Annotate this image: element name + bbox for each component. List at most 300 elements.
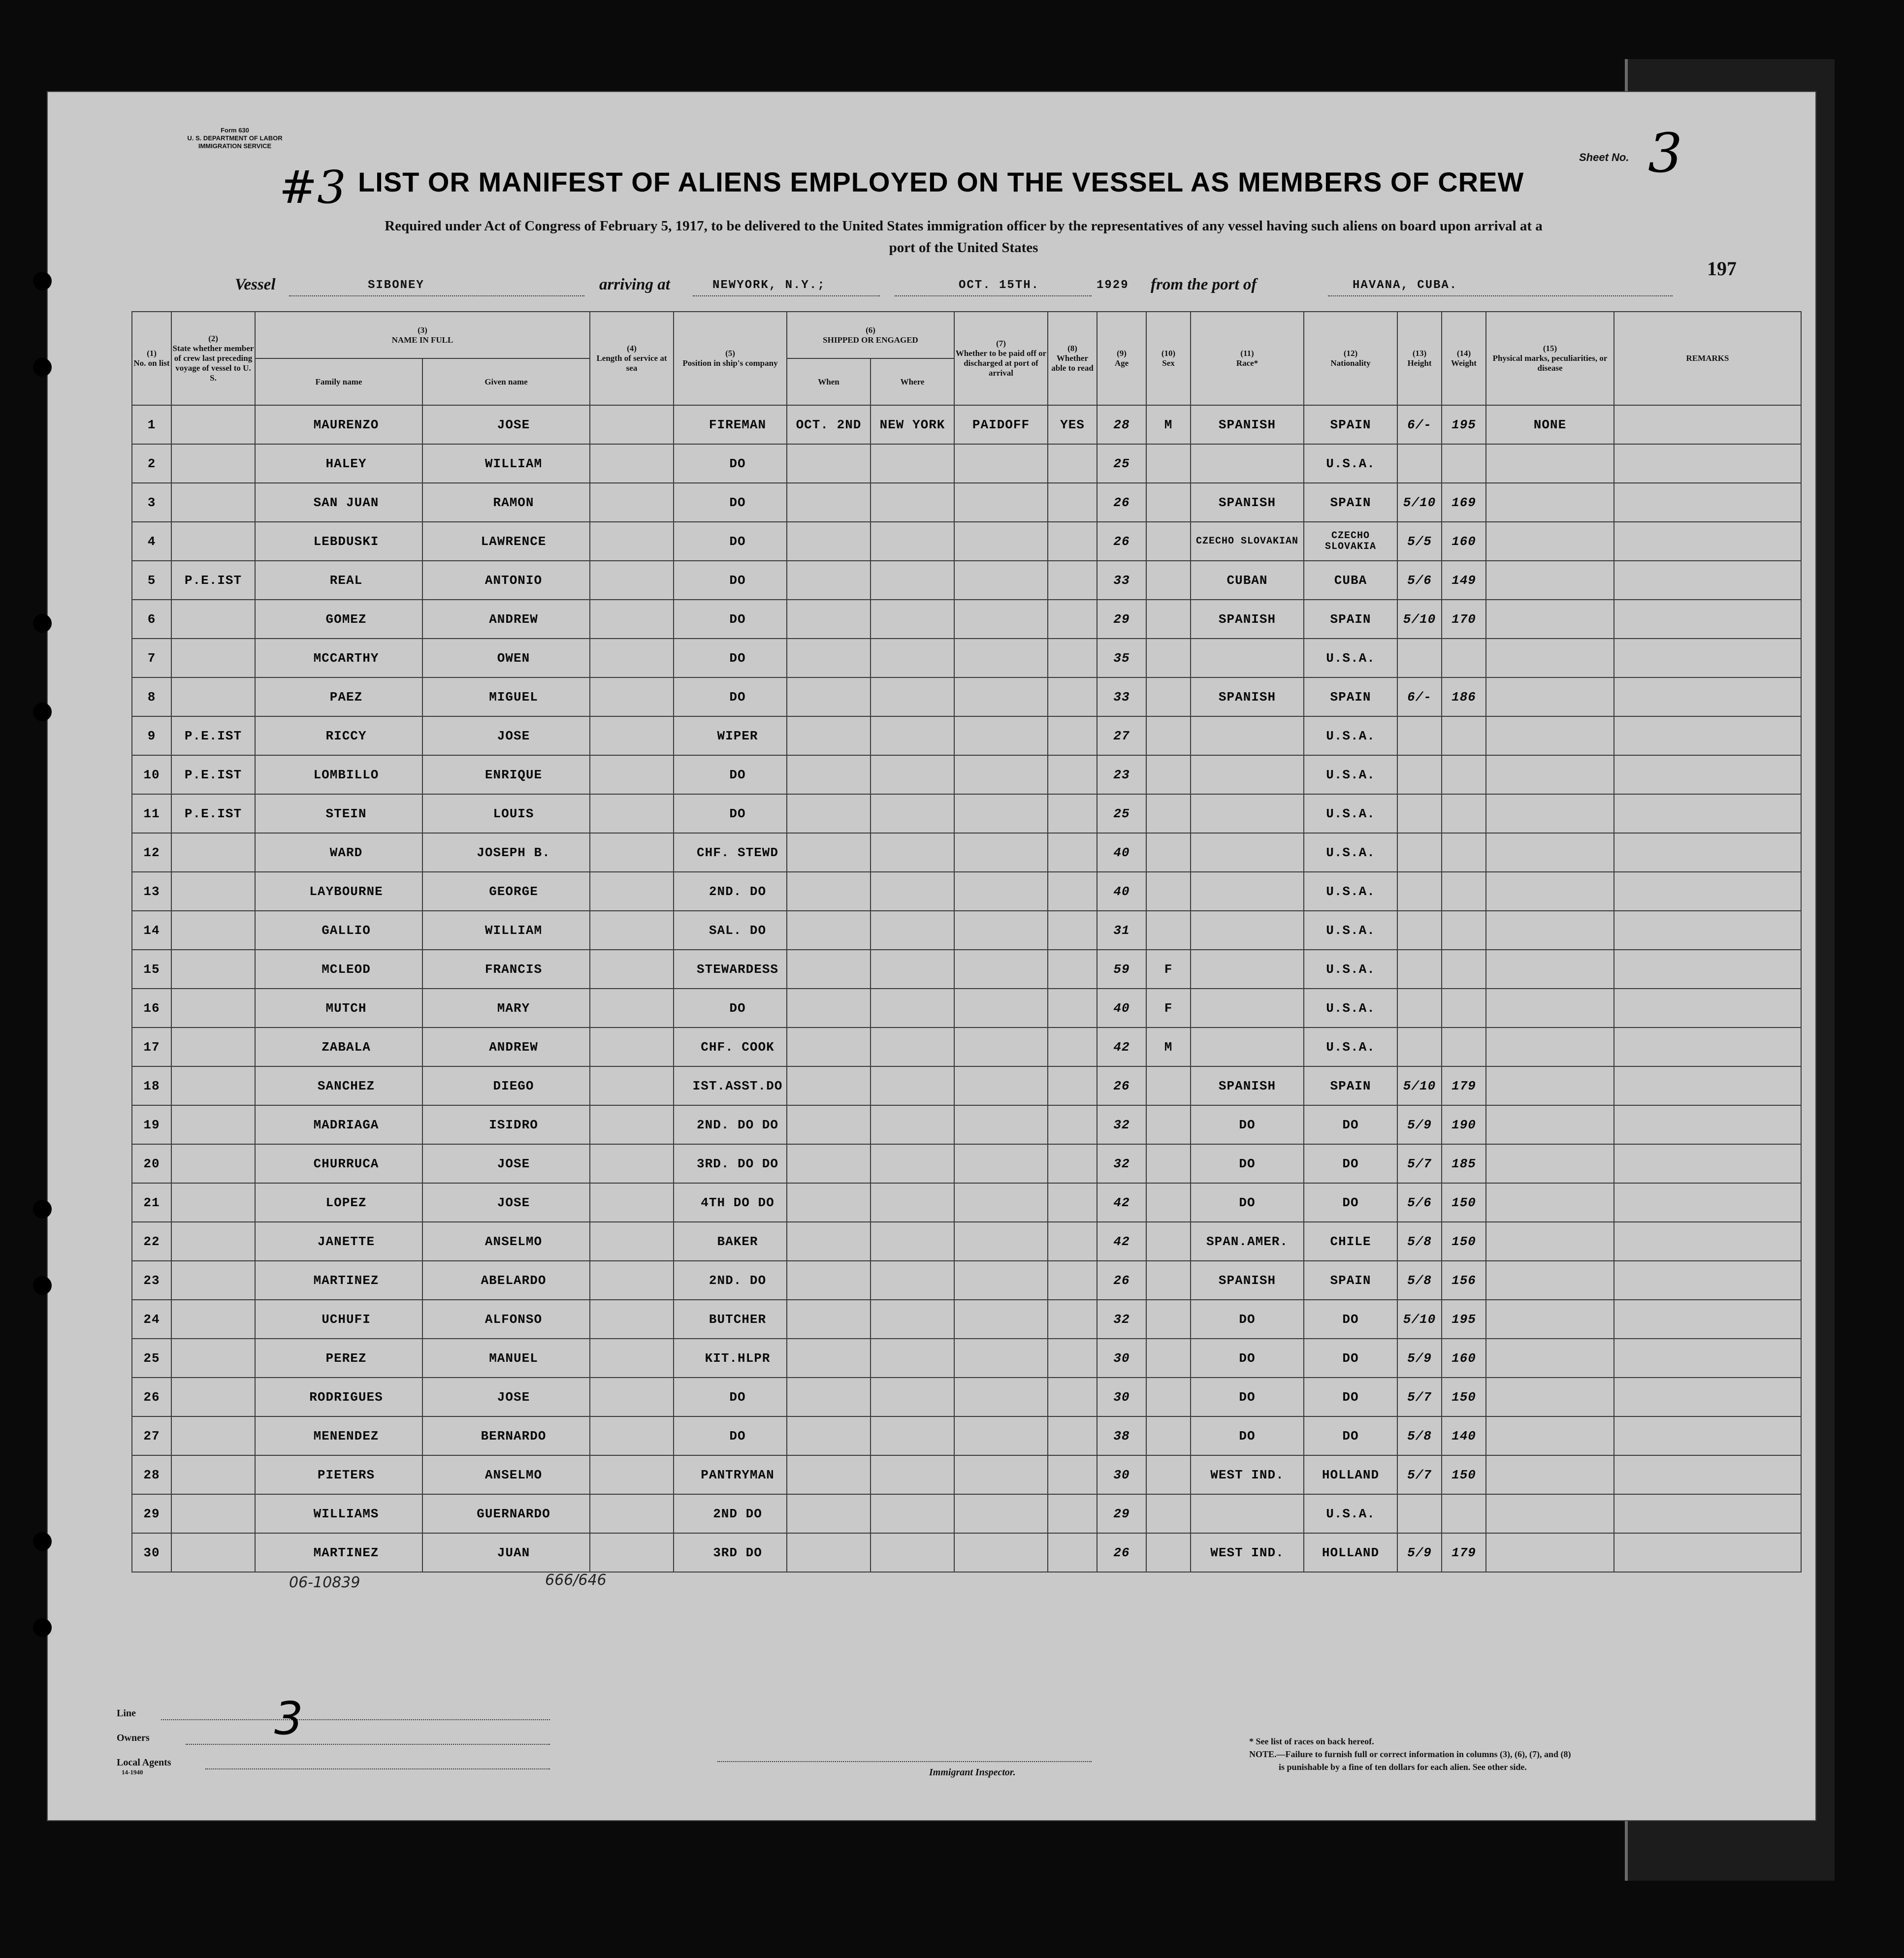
- shipped-when-cell: [787, 677, 871, 716]
- age-cell: 32: [1097, 1144, 1146, 1183]
- nationality-cell: U.S.A.: [1304, 950, 1397, 989]
- remarks-cell: [1614, 1455, 1801, 1494]
- paid-off-cell: [954, 989, 1048, 1027]
- race-cell: [1191, 755, 1304, 794]
- given-name-cell: JOSE: [422, 405, 590, 444]
- remarks-cell: [1614, 1183, 1801, 1222]
- crew-row: [132, 1027, 1801, 1066]
- position-cell: 3RD. DO DO: [674, 1144, 787, 1183]
- sex-cell: [1146, 1144, 1191, 1183]
- crew-row: [132, 1339, 1801, 1378]
- col-no-header: (1) No. on list: [132, 312, 171, 405]
- row-number-cell: 6: [132, 600, 171, 639]
- row-number-cell: 13: [132, 872, 171, 911]
- document-title: LIST OR MANIFEST OF ALIENS EMPLOYED ON THE VESSEL AS MEMBERS OF CREW: [358, 166, 1524, 197]
- physical-marks-cell: NONE: [1486, 405, 1614, 444]
- col-weight-header: (14) Weight: [1442, 312, 1486, 405]
- paid-off-cell: [954, 1300, 1048, 1339]
- footer-agents-code: 14-1940: [122, 1768, 143, 1776]
- position-cell: CHF. STEWD: [674, 833, 787, 872]
- height-cell: [1397, 639, 1442, 677]
- shipped-when-cell: [787, 1416, 871, 1455]
- previous-voyage-cell: [171, 639, 255, 677]
- crew-row: [132, 1455, 1801, 1494]
- row-number-cell: 20: [132, 1144, 171, 1183]
- given-name-cell: JOSEPH B.: [422, 833, 590, 872]
- nationality-cell: SPAIN: [1304, 1066, 1397, 1105]
- paid-off-cell: [954, 444, 1048, 483]
- race-cell: WEST IND.: [1191, 1533, 1304, 1572]
- service-length-cell: [590, 1416, 674, 1455]
- age-cell: 35: [1097, 639, 1146, 677]
- race-cell: [1191, 989, 1304, 1027]
- nationality-cell: HOLLAND: [1304, 1455, 1397, 1494]
- sex-cell: [1146, 639, 1191, 677]
- crew-row: [132, 1144, 1801, 1183]
- position-cell: DO: [674, 522, 787, 561]
- height-cell: [1397, 755, 1442, 794]
- crew-manifest-table: [131, 311, 1802, 1573]
- weight-cell: [1442, 794, 1486, 833]
- able-to-read-cell: [1048, 1494, 1097, 1533]
- shipped-when-cell: [787, 950, 871, 989]
- previous-voyage-cell: P.E.IST: [171, 794, 255, 833]
- race-cell: DO: [1191, 1339, 1304, 1378]
- arriving-port: NEWYORK, N.Y.;: [712, 279, 826, 292]
- previous-voyage-cell: [171, 600, 255, 639]
- height-cell: [1397, 989, 1442, 1027]
- department-name: U. S. DEPARTMENT OF LABOR: [187, 134, 283, 142]
- weight-cell: [1442, 716, 1486, 755]
- service-length-cell: [590, 755, 674, 794]
- previous-voyage-cell: [171, 1261, 255, 1300]
- shipped-when-cell: [787, 1144, 871, 1183]
- previous-voyage-cell: [171, 989, 255, 1027]
- height-cell: 5/10: [1397, 1066, 1442, 1105]
- position-cell: 4TH DO DO: [674, 1183, 787, 1222]
- shipped-when-cell: [787, 1105, 871, 1144]
- race-cell: [1191, 833, 1304, 872]
- service-length-cell: [590, 1105, 674, 1144]
- handwritten-line-number: 3: [274, 1692, 303, 1745]
- remarks-cell: [1614, 1027, 1801, 1066]
- remarks-cell: [1614, 483, 1801, 522]
- paid-off-cell: PAIDOFF: [954, 405, 1048, 444]
- paid-off-cell: [954, 483, 1048, 522]
- given-name-cell: GEORGE: [422, 872, 590, 911]
- row-number-cell: 26: [132, 1378, 171, 1416]
- document-subtitle: [127, 215, 1801, 258]
- previous-voyage-cell: [171, 1416, 255, 1455]
- crew-row: [132, 1494, 1801, 1533]
- physical-marks-cell: [1486, 1222, 1614, 1261]
- shipped-where-cell: [871, 1494, 954, 1533]
- service-length-cell: [590, 561, 674, 600]
- age-cell: 29: [1097, 600, 1146, 639]
- height-cell: 5/8: [1397, 1261, 1442, 1300]
- age-cell: 26: [1097, 1261, 1146, 1300]
- given-name-cell: FRANCIS: [422, 950, 590, 989]
- service-length-cell: [590, 1027, 674, 1066]
- family-name-cell: REAL: [255, 561, 422, 600]
- able-to-read-cell: [1048, 1144, 1097, 1183]
- weight-cell: 170: [1442, 600, 1486, 639]
- weight-cell: 186: [1442, 677, 1486, 716]
- col-remarks-header: REMARKS: [1614, 312, 1801, 405]
- height-cell: 5/6: [1397, 561, 1442, 600]
- binder-hole: [33, 358, 52, 377]
- given-name-cell: ABELARDO: [422, 1261, 590, 1300]
- family-name-cell: LEBDUSKI: [255, 522, 422, 561]
- footer-agents-label: Local Agents: [117, 1757, 171, 1768]
- footnote-note-line-2: is punishable by a fine of ten dollars for each alien. See other side.: [1279, 1762, 1527, 1772]
- weight-cell: 179: [1442, 1533, 1486, 1572]
- weight-cell: 149: [1442, 561, 1486, 600]
- family-name-cell: STEIN: [255, 794, 422, 833]
- paid-off-cell: [954, 911, 1048, 950]
- family-name-cell: LAYBOURNE: [255, 872, 422, 911]
- height-cell: [1397, 950, 1442, 989]
- crew-row: [132, 989, 1801, 1027]
- paid-off-cell: [954, 1416, 1048, 1455]
- height-cell: 6/-: [1397, 405, 1442, 444]
- nationality-cell: SPAIN: [1304, 1261, 1397, 1300]
- paid-off-cell: [954, 1533, 1048, 1572]
- age-cell: 28: [1097, 405, 1146, 444]
- given-name-cell: ANTONIO: [422, 561, 590, 600]
- shipped-when-cell: [787, 989, 871, 1027]
- crew-row: [132, 755, 1801, 794]
- remarks-cell: [1614, 1416, 1801, 1455]
- sex-cell: [1146, 1416, 1191, 1455]
- row-number-cell: 19: [132, 1105, 171, 1144]
- service-length-cell: [590, 444, 674, 483]
- handwritten-reference: 666/646: [545, 1572, 607, 1589]
- family-name-cell: MENENDEZ: [255, 1416, 422, 1455]
- age-cell: 40: [1097, 872, 1146, 911]
- able-to-read-cell: [1048, 1455, 1097, 1494]
- race-cell: [1191, 444, 1304, 483]
- weight-cell: [1442, 444, 1486, 483]
- race-cell: DO: [1191, 1144, 1304, 1183]
- physical-marks-cell: [1486, 1300, 1614, 1339]
- service-length-cell: [590, 1066, 674, 1105]
- physical-marks-cell: [1486, 1183, 1614, 1222]
- row-number-cell: 16: [132, 989, 171, 1027]
- sex-cell: F: [1146, 950, 1191, 989]
- nationality-cell: U.S.A.: [1304, 1027, 1397, 1066]
- race-cell: [1191, 1494, 1304, 1533]
- crew-row: [132, 1222, 1801, 1261]
- paid-off-cell: [954, 950, 1048, 989]
- crew-row: [132, 833, 1801, 872]
- height-cell: 5/5: [1397, 522, 1442, 561]
- row-number-cell: 12: [132, 833, 171, 872]
- able-to-read-cell: [1048, 1183, 1097, 1222]
- shipped-when-cell: OCT. 2ND: [787, 405, 871, 444]
- position-cell: KIT.HLPR: [674, 1339, 787, 1378]
- race-cell: SPANISH: [1191, 483, 1304, 522]
- given-name-cell: JOSE: [422, 1144, 590, 1183]
- service-length-cell: [590, 1339, 674, 1378]
- family-name-cell: CHURRUCA: [255, 1144, 422, 1183]
- shipped-where-cell: [871, 1222, 954, 1261]
- service-length-cell: [590, 1261, 674, 1300]
- height-cell: 5/8: [1397, 1416, 1442, 1455]
- row-number-cell: 2: [132, 444, 171, 483]
- crew-row: [132, 716, 1801, 755]
- paid-off-cell: [954, 677, 1048, 716]
- age-cell: 31: [1097, 911, 1146, 950]
- service-length-cell: [590, 677, 674, 716]
- previous-voyage-cell: [171, 950, 255, 989]
- given-name-cell: DIEGO: [422, 1066, 590, 1105]
- physical-marks-cell: [1486, 1455, 1614, 1494]
- physical-marks-cell: [1486, 755, 1614, 794]
- service-length-cell: [590, 1494, 674, 1533]
- handwritten-list-mark: #3: [279, 161, 346, 214]
- race-cell: DO: [1191, 1183, 1304, 1222]
- paid-off-cell: [954, 1066, 1048, 1105]
- row-number-cell: 22: [132, 1222, 171, 1261]
- nationality-cell: U.S.A.: [1304, 989, 1397, 1027]
- previous-voyage-cell: [171, 1144, 255, 1183]
- crew-row: [132, 1261, 1801, 1300]
- age-cell: 32: [1097, 1300, 1146, 1339]
- crew-row: [132, 483, 1801, 522]
- position-cell: DO: [674, 677, 787, 716]
- family-name-cell: PAEZ: [255, 677, 422, 716]
- position-cell: DO: [674, 444, 787, 483]
- binder-hole: [33, 1532, 52, 1551]
- shipped-when-cell: [787, 1455, 871, 1494]
- family-name-cell: MCCARTHY: [255, 639, 422, 677]
- age-cell: 26: [1097, 483, 1146, 522]
- crew-row: [132, 794, 1801, 833]
- race-cell: [1191, 716, 1304, 755]
- physical-marks-cell: [1486, 561, 1614, 600]
- remarks-cell: [1614, 1339, 1801, 1378]
- service-length-cell: [590, 794, 674, 833]
- able-to-read-cell: [1048, 1027, 1097, 1066]
- physical-marks-cell: [1486, 1339, 1614, 1378]
- age-cell: 26: [1097, 522, 1146, 561]
- row-number-cell: 21: [132, 1183, 171, 1222]
- paid-off-cell: [954, 561, 1048, 600]
- shipped-where-cell: [871, 716, 954, 755]
- service-length-cell: [590, 483, 674, 522]
- shipped-where-cell: [871, 1105, 954, 1144]
- previous-voyage-cell: [171, 1455, 255, 1494]
- previous-voyage-cell: [171, 405, 255, 444]
- shipped-when-cell: [787, 833, 871, 872]
- service-length-cell: [590, 639, 674, 677]
- binder-hole: [33, 614, 52, 633]
- crew-rows: [132, 405, 1801, 1572]
- row-number-cell: 1: [132, 405, 171, 444]
- sheet-number: 3: [1648, 122, 1682, 185]
- able-to-read-cell: [1048, 950, 1097, 989]
- previous-voyage-cell: P.E.IST: [171, 755, 255, 794]
- service-length-cell: [590, 1378, 674, 1416]
- age-cell: 27: [1097, 716, 1146, 755]
- nationality-cell: DO: [1304, 1105, 1397, 1144]
- age-cell: 42: [1097, 1027, 1146, 1066]
- physical-marks-cell: [1486, 794, 1614, 833]
- col-when-header: When: [787, 358, 871, 405]
- previous-voyage-cell: [171, 833, 255, 872]
- shipped-where-cell: [871, 677, 954, 716]
- nationality-cell: CHILE: [1304, 1222, 1397, 1261]
- col-where-header: Where: [871, 358, 954, 405]
- height-cell: [1397, 872, 1442, 911]
- shipped-when-cell: [787, 600, 871, 639]
- age-cell: 40: [1097, 833, 1146, 872]
- family-name-cell: WARD: [255, 833, 422, 872]
- given-name-cell: ANDREW: [422, 600, 590, 639]
- able-to-read-cell: YES: [1048, 405, 1097, 444]
- col-paid-off-header: (7) Whether to be paid off or discharged at port of arrival: [954, 312, 1048, 405]
- able-to-read-cell: [1048, 1066, 1097, 1105]
- age-cell: 59: [1097, 950, 1146, 989]
- family-name-cell: MARTINEZ: [255, 1533, 422, 1572]
- sex-cell: [1146, 444, 1191, 483]
- remarks-cell: [1614, 911, 1801, 950]
- sex-cell: M: [1146, 1027, 1191, 1066]
- paid-off-cell: [954, 1494, 1048, 1533]
- shipped-where-cell: [871, 1416, 954, 1455]
- position-cell: IST.ASST.DO: [674, 1066, 787, 1105]
- row-number-cell: 10: [132, 755, 171, 794]
- crew-row: [132, 405, 1801, 444]
- nationality-cell: U.S.A.: [1304, 639, 1397, 677]
- height-cell: [1397, 833, 1442, 872]
- row-number-cell: 3: [132, 483, 171, 522]
- sex-cell: [1146, 1066, 1191, 1105]
- family-name-cell: MARTINEZ: [255, 1261, 422, 1300]
- position-cell: 2ND DO: [674, 1494, 787, 1533]
- family-name-cell: JANETTE: [255, 1222, 422, 1261]
- physical-marks-cell: [1486, 1066, 1614, 1105]
- shipped-when-cell: [787, 1300, 871, 1339]
- physical-marks-cell: [1486, 1494, 1614, 1533]
- age-cell: 30: [1097, 1455, 1146, 1494]
- nationality-cell: CZECHO SLOVAKIA: [1304, 522, 1397, 561]
- nationality-cell: U.S.A.: [1304, 833, 1397, 872]
- row-number-cell: 8: [132, 677, 171, 716]
- weight-cell: [1442, 911, 1486, 950]
- shipped-when-cell: [787, 1378, 871, 1416]
- arriving-label: arriving at: [599, 276, 670, 293]
- physical-marks-cell: [1486, 1105, 1614, 1144]
- shipped-when-cell: [787, 872, 871, 911]
- crew-row: [132, 1416, 1801, 1455]
- given-name-cell: WILLIAM: [422, 444, 590, 483]
- sex-cell: [1146, 1378, 1191, 1416]
- service-length-cell: [590, 1144, 674, 1183]
- page-number: 197: [1707, 257, 1737, 280]
- binder-hole: [33, 1200, 52, 1219]
- nationality-cell: U.S.A.: [1304, 872, 1397, 911]
- family-name-cell: UCHUFI: [255, 1300, 422, 1339]
- race-cell: SPANISH: [1191, 1066, 1304, 1105]
- service-length-cell: [590, 950, 674, 989]
- shipped-where-cell: [871, 911, 954, 950]
- nationality-cell: U.S.A.: [1304, 716, 1397, 755]
- service-length-cell: [590, 716, 674, 755]
- weight-cell: 195: [1442, 1300, 1486, 1339]
- service-length-cell: [590, 989, 674, 1027]
- paid-off-cell: [954, 639, 1048, 677]
- col-position-header: (5) Position in ship's company: [674, 312, 787, 405]
- previous-voyage-cell: [171, 444, 255, 483]
- position-cell: 2ND. DO DO: [674, 1105, 787, 1144]
- given-name-cell: RAMON: [422, 483, 590, 522]
- race-cell: SPANISH: [1191, 405, 1304, 444]
- weight-cell: 160: [1442, 1339, 1486, 1378]
- previous-voyage-cell: [171, 1027, 255, 1066]
- race-cell: SPANISH: [1191, 1261, 1304, 1300]
- row-number-cell: 24: [132, 1300, 171, 1339]
- shipped-where-cell: [871, 1378, 954, 1416]
- given-name-cell: ANSELMO: [422, 1222, 590, 1261]
- given-name-cell: ISIDRO: [422, 1105, 590, 1144]
- paid-off-cell: [954, 1261, 1048, 1300]
- family-name-cell: SANCHEZ: [255, 1066, 422, 1105]
- shipped-when-cell: [787, 561, 871, 600]
- shipped-when-cell: [787, 639, 871, 677]
- position-cell: DO: [674, 1378, 787, 1416]
- service-length-cell: [590, 522, 674, 561]
- row-number-cell: 30: [132, 1533, 171, 1572]
- sex-cell: [1146, 872, 1191, 911]
- able-to-read-cell: [1048, 1261, 1097, 1300]
- row-number-cell: 25: [132, 1339, 171, 1378]
- shipped-where-cell: [871, 755, 954, 794]
- physical-marks-cell: [1486, 677, 1614, 716]
- row-number-cell: 11: [132, 794, 171, 833]
- shipped-where-cell: [871, 483, 954, 522]
- able-to-read-cell: [1048, 911, 1097, 950]
- previous-voyage-cell: [171, 1183, 255, 1222]
- nationality-cell: U.S.A.: [1304, 444, 1397, 483]
- col-height-header: (13) Height: [1397, 312, 1442, 405]
- shipped-when-cell: [787, 1222, 871, 1261]
- able-to-read-cell: [1048, 639, 1097, 677]
- given-name-cell: ANDREW: [422, 1027, 590, 1066]
- remarks-cell: [1614, 1144, 1801, 1183]
- previous-voyage-cell: [171, 522, 255, 561]
- family-name-cell: PEREZ: [255, 1339, 422, 1378]
- shipped-when-cell: [787, 1494, 871, 1533]
- position-cell: DO: [674, 1416, 787, 1455]
- weight-cell: [1442, 833, 1486, 872]
- service-length-cell: [590, 1183, 674, 1222]
- row-number-cell: 17: [132, 1027, 171, 1066]
- shipped-where-cell: NEW YORK: [871, 405, 954, 444]
- remarks-cell: [1614, 600, 1801, 639]
- height-cell: 5/6: [1397, 1183, 1442, 1222]
- subtitle-line-1: Required under Act of Congress of February 5, 1917, to be delivered to the United States immigration officer by the representatives of any vessel having such aliens on board upon arrival at a: [385, 218, 1543, 234]
- crew-row: [132, 444, 1801, 483]
- service-length-cell: [590, 872, 674, 911]
- paid-off-cell: [954, 522, 1048, 561]
- physical-marks-cell: [1486, 600, 1614, 639]
- given-name-cell: JOSE: [422, 716, 590, 755]
- remarks-cell: [1614, 794, 1801, 833]
- weight-cell: 140: [1442, 1416, 1486, 1455]
- family-name-cell: GOMEZ: [255, 600, 422, 639]
